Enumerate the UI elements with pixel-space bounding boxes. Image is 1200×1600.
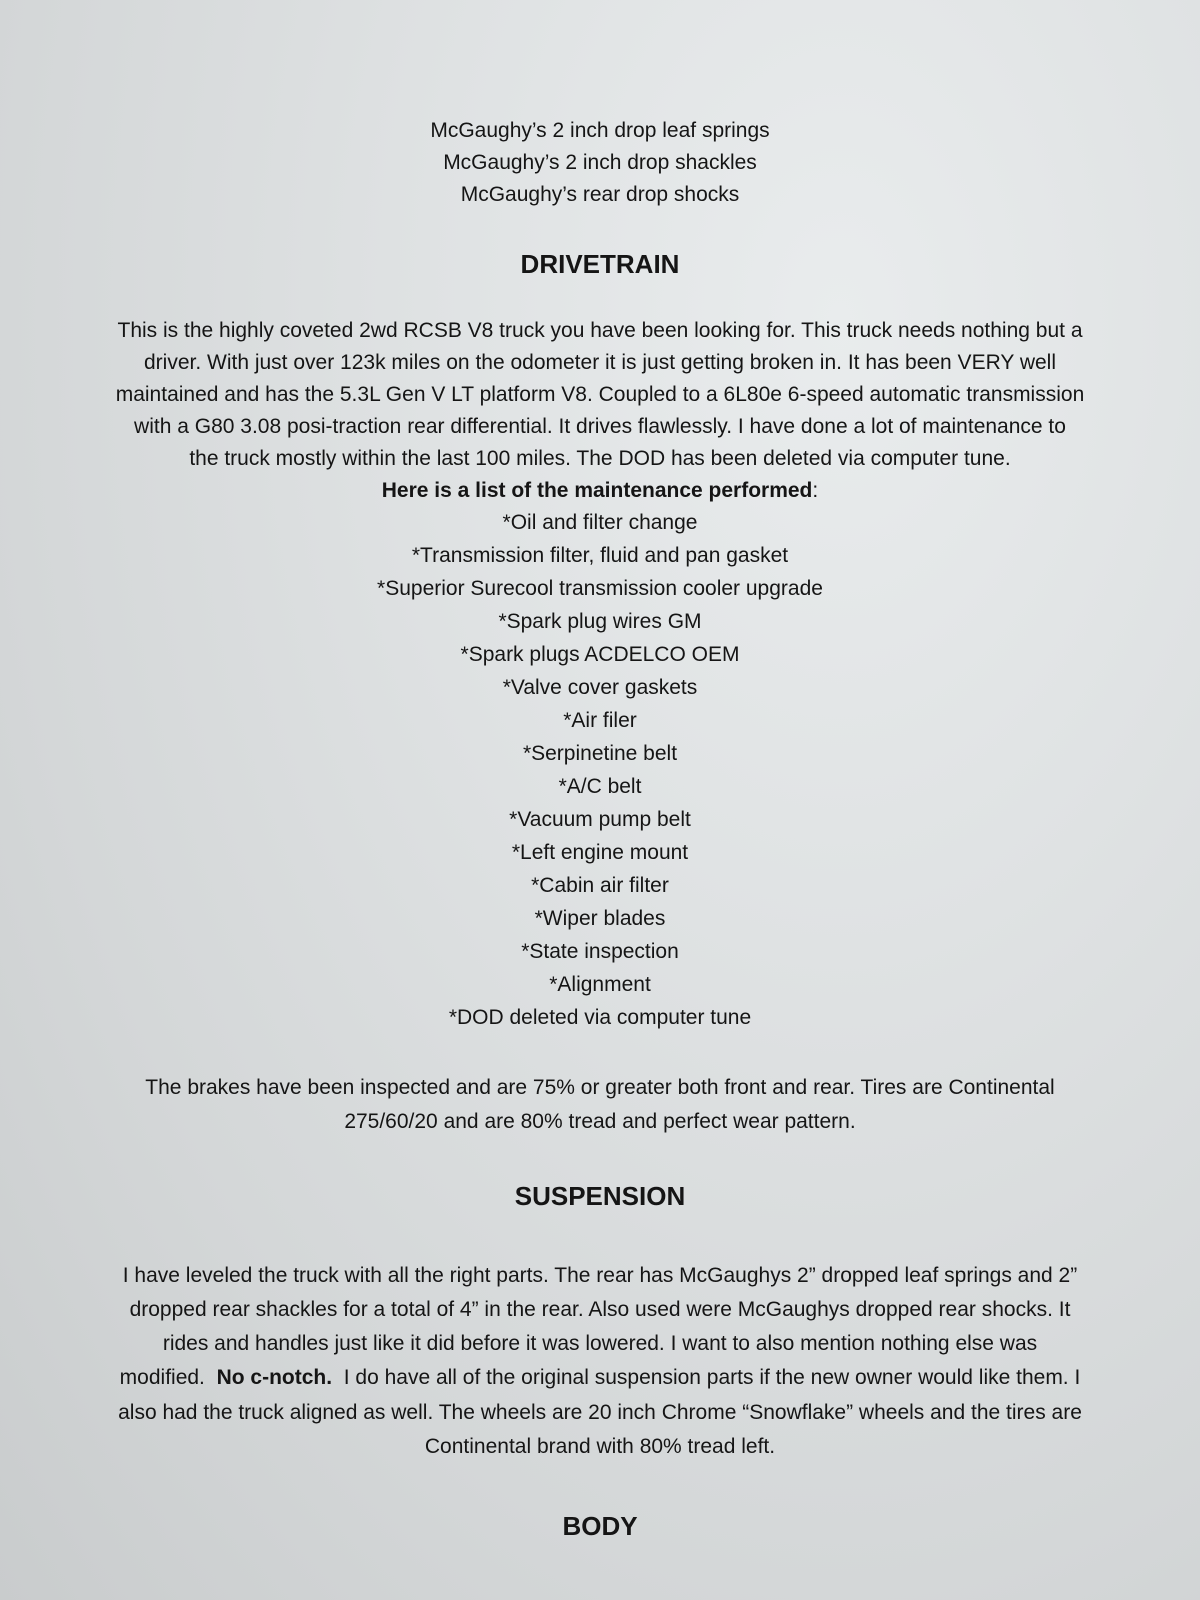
drivetrain-paragraph-line-2: driver. With just over 123k miles on the odometer it is just getting broken in. It has been VERY well — [143, 351, 1056, 374]
maintenance-item: *A/C belt — [558, 775, 642, 798]
body-heading: BODY — [562, 1511, 638, 1541]
brakes-line-1: The brakes have been inspected and are 75% or greater both front and rear. Tires are Continental — [145, 1076, 1055, 1099]
maintenance-item: *Oil and filter change — [502, 511, 698, 534]
maintenance-item: *Spark plugs ACDELCO OEM — [460, 643, 740, 666]
maintenance-item: *Serpinetine belt — [522, 742, 678, 765]
suspension-line-3: rides and handles just like it did before it was lowered. I want to also mention nothing else was — [162, 1332, 1038, 1355]
drivetrain-paragraph-line-4: with a G80 3.08 posi-traction rear differential. It drives flawlessly. I have done a lot of maintenance to — [134, 415, 1066, 438]
maintenance-item: *Superior Surecool transmission cooler upgrade — [377, 577, 823, 600]
maintenance-item: *Spark plug wires GM — [498, 610, 702, 633]
suspension-line-5: also had the truck aligned as well. The wheels are 20 inch Chrome “Snowflake” wheels and the tires are — [118, 1401, 1082, 1424]
brakes-line-2: 275/60/20 and are 80% tread and perfect wear pattern. — [344, 1110, 856, 1133]
maintenance-item: *Air filer — [563, 709, 637, 732]
drivetrain-heading: DRIVETRAIN — [520, 249, 680, 279]
maintenance-item: *Alignment — [549, 973, 651, 996]
top-list-item-2: McGaughy’s 2 inch drop shackles — [443, 151, 757, 174]
maintenance-item: *Left engine mount — [511, 841, 689, 864]
maintenance-item: *Wiper blades — [534, 907, 666, 930]
suspension-line-6: Continental brand with 80% tread left. — [424, 1435, 776, 1458]
maintenance-item: *Valve cover gaskets — [502, 676, 698, 699]
suspension-heading: SUSPENSION — [514, 1181, 686, 1211]
maintenance-item: *Transmission filter, fluid and pan gasket — [411, 544, 789, 567]
top-list-item-1: McGaughy’s 2 inch drop leaf springs — [430, 119, 770, 142]
top-list-item-3: McGaughy’s rear drop shocks — [460, 183, 740, 206]
maintenance-item: *State inspection — [521, 940, 679, 963]
maintenance-list-intro — [0, 478, 1200, 504]
maintenance-item: *Cabin air filter — [531, 874, 669, 897]
suspension-line-4-start: modified. — [119, 1366, 217, 1389]
no-c-notch-emphasis: No c-notch. — [216, 1366, 333, 1389]
suspension-line-4-end: I do have all of the original suspension parts if the new owner would like them. I — [332, 1366, 1081, 1389]
suspension-line-1: I have leveled the truck with all the right parts. The rear has McGaughys 2” dropped leaf springs and 2” — [122, 1264, 1078, 1287]
maintenance-item: *DOD deleted via computer tune — [448, 1006, 752, 1029]
maintenance-list-intro-colon: : — [812, 479, 819, 502]
maintenance-item: *Vacuum pump belt — [509, 808, 691, 831]
drivetrain-paragraph-line-1: This is the highly coveted 2wd RCSB V8 truck you have been looking for. This truck needs nothing but a — [117, 319, 1083, 342]
maintenance-list-intro-bold: Here is a list of the maintenance performed — [381, 479, 813, 502]
drivetrain-paragraph-line-5: the truck mostly within the last 100 miles. The DOD has been deleted via computer tune. — [189, 447, 1011, 470]
suspension-line-2: dropped rear shackles for a total of 4” in the rear. Also used were McGaughys dropped rear shocks. It — [129, 1298, 1071, 1321]
suspension-line-4 — [0, 1365, 1200, 1391]
drivetrain-paragraph-line-3: maintained and has the 5.3L Gen V LT platform V8. Coupled to a 6L80e 6-speed automatic transmission — [115, 383, 1085, 406]
